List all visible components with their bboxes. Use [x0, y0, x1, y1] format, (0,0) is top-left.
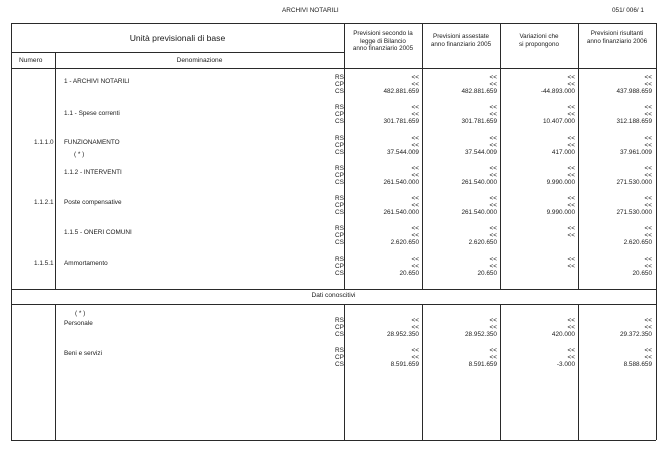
- value-cell: 29.372.350: [620, 331, 652, 338]
- value-cell: <<: [567, 324, 575, 331]
- value-cell: <<: [567, 263, 575, 270]
- value-cell: <<: [489, 202, 497, 209]
- value-cell: 8.591.659: [390, 361, 419, 368]
- value-cell: -3.000: [556, 361, 575, 368]
- code-rs: RS: [335, 104, 344, 111]
- value-cell: 2.620.650: [390, 239, 419, 246]
- row-label: Poste compensative: [64, 199, 122, 206]
- value-cell: <<: [489, 142, 497, 149]
- value-cell: <<: [411, 165, 419, 172]
- value-cell: 420.000: [551, 331, 575, 338]
- value-cell: 261.540.000: [383, 209, 419, 216]
- value-cell: <<: [489, 172, 497, 179]
- value-cell: <<: [567, 225, 575, 232]
- value-cell: <<: [411, 111, 419, 118]
- value-cell: <<: [644, 104, 652, 111]
- value-cell: 301.781.659: [461, 118, 497, 125]
- code-rs: RS: [335, 74, 344, 81]
- code-cs: CS: [335, 361, 344, 368]
- value-cell: 261.540.000: [461, 209, 497, 216]
- value-cell: <<: [411, 232, 419, 239]
- value-cell: <<: [644, 202, 652, 209]
- value-cell: <<: [489, 256, 497, 263]
- code-cp: CP: [335, 232, 344, 239]
- row-numero: 1.1.2.1: [34, 199, 54, 206]
- value-cell: <<: [567, 232, 575, 239]
- value-cell: <<: [567, 347, 575, 354]
- value-cell: <<: [644, 232, 652, 239]
- row-label: 1.1 - Spese correnti: [64, 110, 120, 117]
- value-cell: <<: [489, 195, 497, 202]
- value-cell: <<: [411, 225, 419, 232]
- code-cs: CS: [335, 239, 344, 246]
- value-cell: <<: [411, 354, 419, 361]
- value-cell: 10.407.000: [543, 118, 575, 125]
- value-cell: <<: [411, 74, 419, 81]
- value-cell: <<: [644, 165, 652, 172]
- col-header-previsioni-risultanti: Previsioni risultanti anno finanziario 2006: [586, 30, 648, 45]
- value-cell: <<: [411, 317, 419, 324]
- value-cell: <<: [567, 195, 575, 202]
- code-rs: RS: [335, 195, 344, 202]
- value-cell: <<: [644, 324, 652, 331]
- row-label: FUNZIONAMENTO: [64, 139, 120, 146]
- value-cell: 2.620.650: [468, 239, 497, 246]
- value-cell: <<: [644, 256, 652, 263]
- row-label: 1 - ARCHIVI NOTARILI: [64, 78, 130, 85]
- value-cell: <<: [489, 104, 497, 111]
- value-cell: <<: [567, 142, 575, 149]
- value-cell: <<: [411, 263, 419, 270]
- col-header-previsioni-bilancio: Previsioni secondo la legge di Bilancio anno finanziario 2005: [352, 30, 414, 53]
- value-cell: <<: [411, 256, 419, 263]
- value-cell: 20.650: [477, 270, 497, 277]
- code-cp: CP: [335, 202, 344, 209]
- value-cell: <<: [411, 324, 419, 331]
- code-cp: CP: [335, 81, 344, 88]
- code-cs: CS: [335, 149, 344, 156]
- col-header-denominazione: Denominazione: [176, 57, 223, 64]
- code-cs: CS: [335, 331, 344, 338]
- value-cell: <<: [411, 195, 419, 202]
- value-cell: 20.650: [632, 270, 652, 277]
- code-cp: CP: [335, 172, 344, 179]
- code-rs: RS: [335, 347, 344, 354]
- code-cp: CP: [335, 142, 344, 149]
- code-cs: CS: [335, 118, 344, 125]
- value-cell: 482.881.659: [383, 88, 419, 95]
- value-cell: <<: [489, 354, 497, 361]
- code-cs: CS: [335, 270, 344, 277]
- code-cp: CP: [335, 263, 344, 270]
- value-cell: 417.000: [551, 149, 575, 156]
- row-numero: 1.1.5.1: [34, 260, 54, 267]
- row-note: ( * ): [74, 151, 85, 158]
- value-cell: 9.990.000: [546, 209, 575, 216]
- code-rs: RS: [335, 256, 344, 263]
- value-cell: <<: [489, 263, 497, 270]
- value-cell: 37.544.009: [387, 149, 419, 156]
- code-rs: RS: [335, 135, 344, 142]
- value-cell: <<: [411, 135, 419, 142]
- value-cell: <<: [567, 74, 575, 81]
- value-cell: <<: [411, 202, 419, 209]
- value-cell: <<: [489, 81, 497, 88]
- value-cell: <<: [489, 232, 497, 239]
- value-cell: <<: [411, 104, 419, 111]
- value-cell: <<: [489, 225, 497, 232]
- value-cell: 301.781.659: [383, 118, 419, 125]
- value-cell: <<: [411, 172, 419, 179]
- value-cell: 37.544.009: [465, 149, 497, 156]
- value-cell: <<: [644, 74, 652, 81]
- value-cell: 271.530.000: [616, 209, 652, 216]
- code-cs: CS: [335, 179, 344, 186]
- value-cell: <<: [567, 135, 575, 142]
- value-cell: <<: [644, 225, 652, 232]
- value-cell: <<: [489, 74, 497, 81]
- value-cell: 8.588.659: [623, 361, 652, 368]
- code-rs: RS: [335, 225, 344, 232]
- value-cell: 271.530.000: [616, 179, 652, 186]
- code-cp: CP: [335, 111, 344, 118]
- code-cs: CS: [335, 209, 344, 216]
- value-cell: <<: [644, 81, 652, 88]
- code-cp: CP: [335, 354, 344, 361]
- value-cell: 28.952.350: [387, 331, 419, 338]
- value-cell: 28.952.350: [465, 331, 497, 338]
- code-cs: CS: [335, 88, 344, 95]
- value-cell: <<: [567, 202, 575, 209]
- value-cell: 482.881.659: [461, 88, 497, 95]
- value-cell: <<: [567, 81, 575, 88]
- value-cell: <<: [644, 317, 652, 324]
- dati-label: Personale: [64, 320, 93, 327]
- value-cell: <<: [411, 81, 419, 88]
- value-cell: <<: [644, 195, 652, 202]
- value-cell: 261.540.000: [461, 179, 497, 186]
- value-cell: 8.591.659: [468, 361, 497, 368]
- value-cell: <<: [644, 135, 652, 142]
- row-numero: 1.1.1.0: [34, 139, 54, 146]
- value-cell: 437.988.659: [616, 88, 652, 95]
- value-cell: <<: [567, 104, 575, 111]
- value-cell: <<: [567, 354, 575, 361]
- dati-note: ( * ): [75, 310, 86, 317]
- value-cell: <<: [644, 111, 652, 118]
- value-cell: -44.893.000: [540, 88, 575, 95]
- value-cell: <<: [644, 354, 652, 361]
- page-reference: 051/ 006/ 1: [612, 7, 644, 14]
- col-header-variazioni: Variazioni che si propongono: [519, 33, 559, 48]
- value-cell: <<: [567, 317, 575, 324]
- value-cell: <<: [489, 324, 497, 331]
- value-cell: 20.650: [399, 270, 419, 277]
- dati-label: Beni e servizi: [64, 350, 103, 357]
- row-label: 1.1.2 - INTERVENTI: [64, 169, 122, 176]
- page-title: ARCHIVI NOTARILI: [282, 7, 339, 14]
- value-cell: <<: [644, 172, 652, 179]
- value-cell: <<: [644, 142, 652, 149]
- value-cell: <<: [489, 165, 497, 172]
- code-rs: RS: [335, 165, 344, 172]
- value-cell: 261.540.000: [383, 179, 419, 186]
- row-label: 1.1.5 - ONERI COMUNI: [64, 229, 132, 236]
- value-cell: <<: [489, 317, 497, 324]
- value-cell: <<: [489, 111, 497, 118]
- value-cell: <<: [567, 111, 575, 118]
- col-header-numero: Numero: [19, 57, 43, 64]
- value-cell: <<: [644, 263, 652, 270]
- value-cell: <<: [411, 142, 419, 149]
- col-header-previsioni-assestate: Previsioni assestate anno finanziario 2005: [430, 33, 492, 48]
- value-cell: <<: [567, 165, 575, 172]
- value-cell: 37.961.009: [620, 149, 652, 156]
- value-cell: 312.188.659: [616, 118, 652, 125]
- value-cell: <<: [489, 347, 497, 354]
- value-cell: 9.990.000: [546, 179, 575, 186]
- section-title-dati-conoscitivi: Dati conoscitivi: [311, 292, 356, 299]
- value-cell: <<: [567, 172, 575, 179]
- value-cell: <<: [567, 256, 575, 263]
- unit-title: Unità previsionali di base: [129, 33, 226, 43]
- value-cell: <<: [411, 347, 419, 354]
- code-rs: RS: [335, 317, 344, 324]
- value-cell: <<: [644, 347, 652, 354]
- row-label: Ammortamento: [64, 260, 108, 267]
- code-cp: CP: [335, 324, 344, 331]
- value-cell: 2.620.650: [623, 239, 652, 246]
- value-cell: <<: [489, 135, 497, 142]
